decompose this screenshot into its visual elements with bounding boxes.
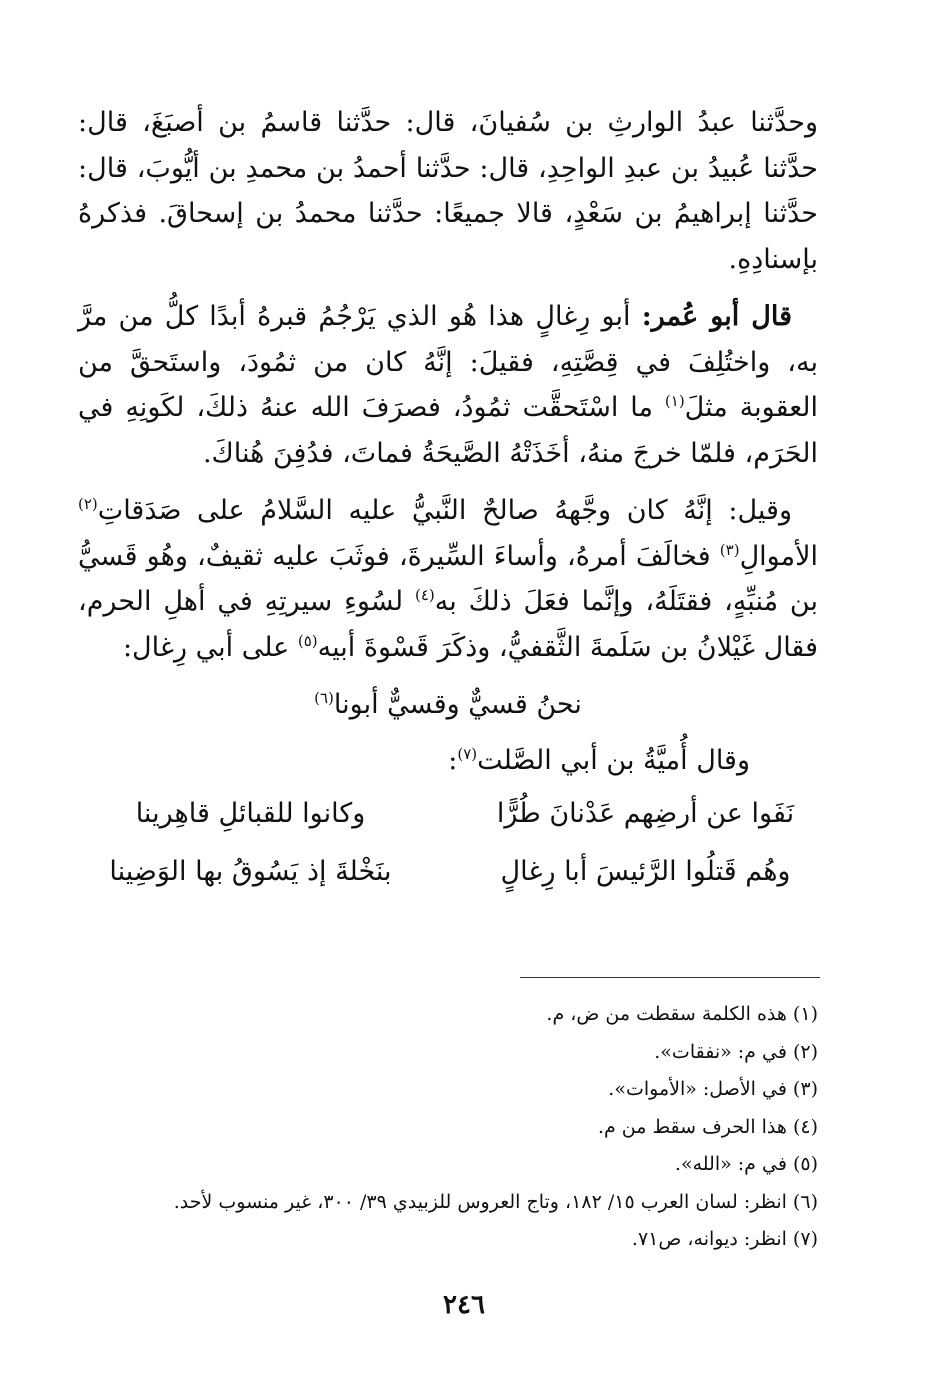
verse-intro-text: وقال أُميَّةُ بن أبي الصَّلت (477, 744, 750, 776)
footnote-item: (٤) هذا الحرف سقط من م. (597, 1115, 818, 1138)
paragraph-text: على أبي رِغال: (122, 631, 298, 663)
footnote-separator (520, 977, 820, 978)
footnote-item: (٥) في م: «الله». (674, 1153, 818, 1175)
verse-text: نحنُ قسيٌّ وقسيٌّ أبونا (333, 689, 582, 720)
footnote-item: (٦) انظر: لسان العرب ١٥/ ١٨٢، وتاج العروس للزبيدي ٣٩/ ٣٠٠، غير منسوب لأحد. (173, 1190, 818, 1213)
verse-intro (78, 738, 818, 784)
verse-line (78, 791, 818, 837)
paragraph-text: وحدَّثنا عبدُ الوارثِ بن سُفيانَ، قال: حدَّثنا قاسمُ بن أصبَغَ، قال: حدَّثنا عُبيدُ بن عبدِ الواحِدِ، قال: حدَّثنا أحمدُ بن محمدِ بن أيُّوبَ، قال: حدَّثنا إبراهيمُ بن سَعْدٍ، قالا جميعًا: حدَّثنا محمدُ بن إسحاقَ. فذكرهُ بإسنادِهِ. (78, 107, 818, 275)
footnote-item: (٣) في الأصل: «الأموات». (608, 1078, 818, 1100)
footnote-item: (٧) انظر: ديوانه، ص٧١. (631, 1228, 818, 1250)
page-number: ٢٤٦ (443, 1290, 485, 1320)
footnotes (78, 996, 818, 1259)
verse-intro-tail: : (448, 744, 458, 776)
main-text (78, 100, 818, 906)
verse-first-hemistich: نَفَوا عن أرضِهم عَدْنانَ طُرًّا (496, 798, 795, 829)
paragraph-abu-umar (78, 294, 818, 476)
footnote-item: (١) هذه الكلمة سقطت من ض، م. (546, 1003, 818, 1025)
paragraph-qil (78, 488, 818, 670)
footnote-item: (٢) في م: «نفقات». (654, 1040, 818, 1063)
paragraph-text: الأموالِ (739, 540, 818, 572)
footnote-ref: (٦) (314, 689, 334, 707)
verse-single (78, 682, 818, 728)
footnote-ref: (٣) (719, 540, 740, 559)
verse-first-hemistich: وهُم قَتلُوا الرَّئيسَ أبا رِغالٍ (500, 855, 791, 887)
verse-second-hemistich: وكانوا للقبائلِ قاهِرينا (135, 798, 366, 829)
footnote-ref: (٢) (78, 495, 98, 513)
footnote-ref: (٧) (457, 744, 478, 763)
paragraph-text: ما اسْتَحقَّت ثمُودُ، فصرَفَ الله عنهُ ذلكَ، لكَونِهِ في الحَرَم، فلمّا خرجَ منهُ، أخَذَتْهُ الصَّيحَةُ فماتَ، فدُفِنَ هُناكَ. (78, 392, 818, 469)
paragraph-text: أبو رِغالٍ هذا هُو الذي يَرْجُمُ قبرهُ أبدًا كلُّ من مرَّ به، واختُلِفَ في قِصَّتِهِ، فقيلَ: إنَّهُ كان من ثمُودَ، واستَحقَّ من العقوبة مثلَ (78, 301, 818, 423)
footnote-ref: (٥) (297, 631, 318, 650)
verse-line (78, 849, 818, 895)
paragraph-lead: قال أبو عُمر: (641, 301, 792, 332)
footnote-ref: (٤) (414, 586, 435, 604)
footnote-ref: (١) (664, 392, 685, 410)
paragraph-text: وقيل: إنَّهُ كان وجَّههُ صالحٌ النَّبيُّ عليه السَّلامُ على صَدَقاتِ (97, 495, 792, 526)
verse-second-hemistich: بنَخْلةَ إذ يَسُوقُ بها الوَضِينا (109, 855, 392, 887)
paragraph-isnad (78, 100, 818, 282)
paragraph-text: فخالَفَ أمرهُ، وأساءَ السِّيرةَ، فوثَبَ عليه ثقيفٌ، وهُو قَسيُّ بن مُنبِّهٍ، فقتَلَهُ، وإنَّما فعَلَ ذلكَ به (78, 540, 818, 617)
paragraph-text: لسُوءِ سيرتِهِ في أهلِ الحرم، فقال غَيْلانُ بن سَلَمةَ الثَّقفيُّ، وذكَرَ قَسْوةَ أبيه (78, 586, 818, 663)
